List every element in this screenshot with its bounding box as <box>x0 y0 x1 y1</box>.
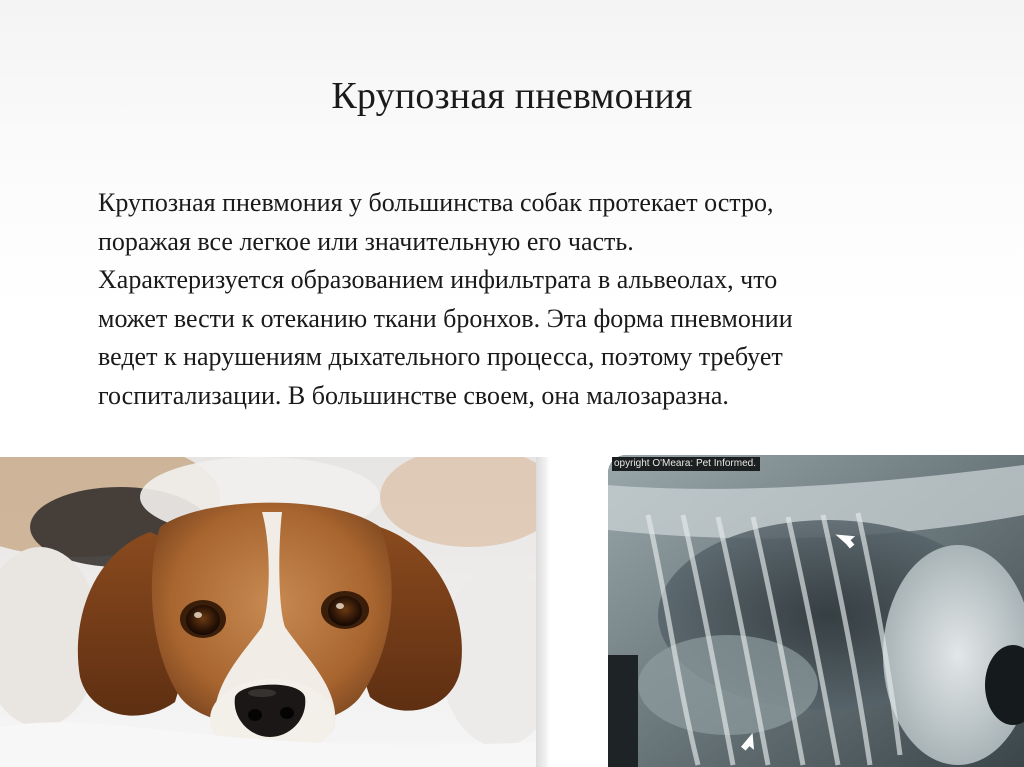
body-line: госпитализации. В большинстве своем, она малозаразна. <box>98 380 729 410</box>
beagle-photo <box>0 457 541 767</box>
xray-copyright-label: opyright O'Meara: Pet Informed. <box>612 457 760 471</box>
body-line: Характеризуется образованием инфильтрата в альвеолах, что <box>98 265 778 294</box>
chest-xray-image <box>608 455 1024 767</box>
body-line: ведет к нарушениям дыхательного процесса, поэтому требует <box>98 342 783 371</box>
photo-shadow-edge <box>536 457 550 767</box>
slide-title: Крупозная пневмония <box>331 75 693 117</box>
slide-body-text <box>98 184 958 415</box>
body-line: поражая все легкое или значительную его часть. <box>98 226 634 256</box>
body-line: может вести к отеканию ткани бронхов. Эта форма пневмонии <box>98 303 793 333</box>
body-line: Крупозная пневмония у большинства собак протекает остро, <box>98 188 774 217</box>
